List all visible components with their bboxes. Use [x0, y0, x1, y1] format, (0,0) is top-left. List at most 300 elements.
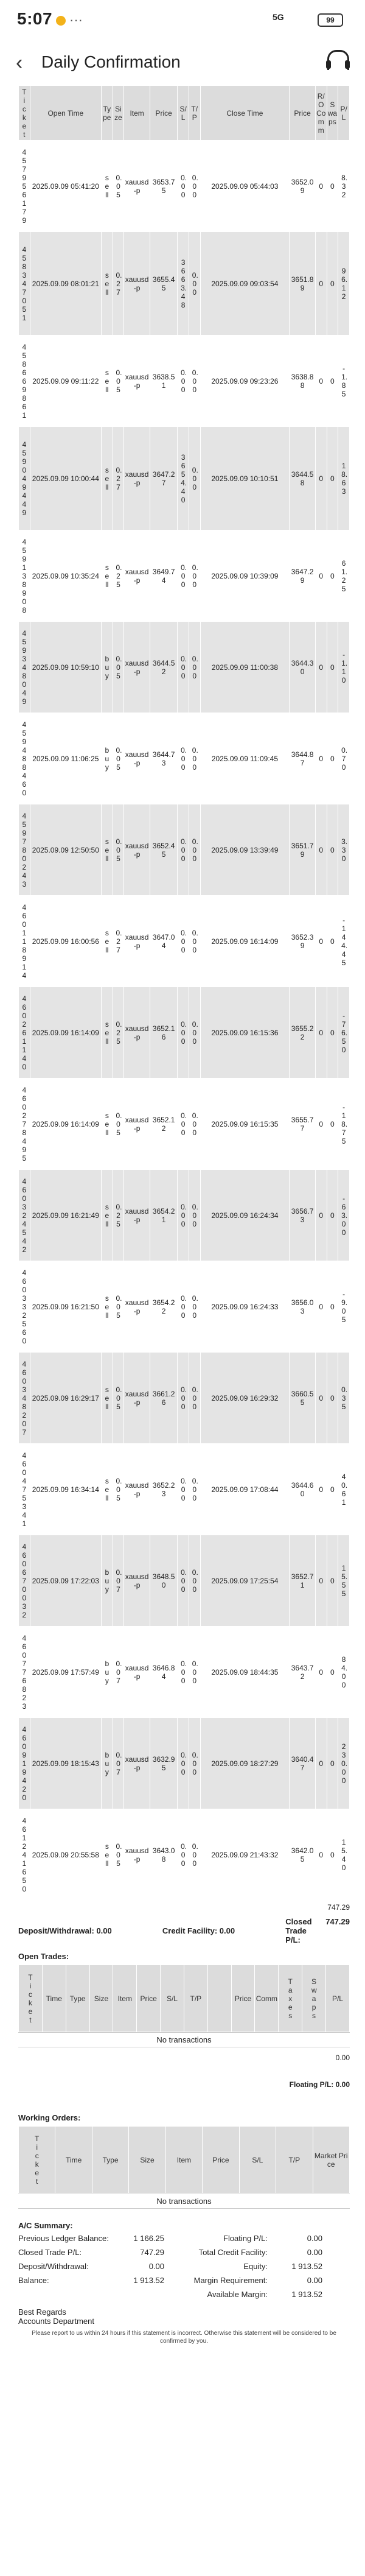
cell-ticket: 460348207	[19, 1353, 30, 1444]
cell-item: xauusd-p	[124, 1718, 150, 1809]
col-ticket: Ticket	[19, 86, 30, 141]
cell-size: 0.07	[113, 1535, 124, 1627]
cell-item: xauusd-p	[124, 622, 150, 713]
cell-tp: 0.00	[189, 1627, 200, 1718]
ac-summary-cell: Total Credit Facility:	[198, 2248, 268, 2257]
cell-comm: 0	[315, 1079, 327, 1170]
cell-size: 0.25	[113, 1170, 124, 1261]
cell-item: xauusd-p	[124, 232, 150, 336]
cell-swap: 0	[327, 1353, 338, 1444]
cell-cprice: 3651.89	[290, 232, 316, 336]
ac-summary-cell: 1 913.52	[291, 2262, 322, 2271]
cell-sl: 3654.40	[178, 427, 189, 530]
cell-close: 2025.09.09 16:14:09	[200, 896, 290, 987]
footer-note: Please report to us within 24 hours if this statement is incorrect. Otherwise this statement will be considered to be confirmed by you.	[32, 2330, 336, 2345]
cell-close: 2025.09.09 09:03:54	[200, 232, 290, 336]
cell-size: 0.25	[113, 987, 124, 1079]
support-headset-icon[interactable]	[327, 50, 349, 70]
cell-comm: 0	[315, 1809, 327, 1901]
cell-tp: 0.00	[189, 804, 200, 896]
table-row	[19, 1170, 350, 1261]
cell-sl: 0.00	[178, 141, 189, 232]
cell-tp: 0.00	[189, 530, 200, 622]
open-col-5: Price	[137, 1965, 161, 2032]
cell-type: sell	[101, 141, 113, 232]
table-row	[19, 622, 350, 713]
working-orders-table	[18, 2126, 350, 2194]
cell-swap: 0	[327, 530, 338, 622]
cell-close: 2025.09.09 21:43:32	[200, 1809, 290, 1901]
cell-open: 2025.09.09 16:21:49	[30, 1170, 101, 1261]
cell-cprice: 3644.60	[290, 1444, 316, 1535]
cell-pl: -18.75	[338, 1079, 350, 1170]
work-col-1: Time	[55, 2127, 92, 2194]
cell-item: xauusd-p	[124, 1079, 150, 1170]
open-col-13: P/L	[325, 1965, 349, 2032]
cell-close: 2025.09.09 18:44:35	[200, 1627, 290, 1718]
cell-comm: 0	[315, 232, 327, 336]
weather-icon	[56, 16, 66, 26]
table-row	[19, 1718, 350, 1809]
cell-sl: 0.00	[178, 622, 189, 713]
cell-pl: -1.85	[338, 336, 350, 427]
cell-size: 0.05	[113, 1261, 124, 1353]
col-open-time: Open Time	[30, 86, 101, 141]
cell-item: xauusd-p	[124, 1353, 150, 1444]
work-col-0: Ticket	[19, 2127, 55, 2194]
cell-tp: 0.00	[189, 1718, 200, 1809]
cell-comm: 0	[315, 530, 327, 622]
cell-pl: 84.00	[338, 1627, 350, 1718]
work-col-4: Item	[165, 2127, 202, 2194]
work-col-2: Type	[92, 2127, 128, 2194]
more-notifications-icon: ···	[69, 12, 83, 27]
cell-type: sell	[101, 896, 113, 987]
cell-ticket: 460332560	[19, 1261, 30, 1353]
table-row	[19, 427, 350, 530]
col-close-time: Close Time	[200, 86, 290, 141]
cell-open: 2025.09.09 11:06:25	[30, 713, 101, 804]
cell-size: 0.05	[113, 1809, 124, 1901]
ac-summary-cell: Available Margin:	[207, 2290, 268, 2299]
cell-type: sell	[101, 1353, 113, 1444]
cell-swap: 0	[327, 804, 338, 896]
table-row	[19, 1079, 350, 1170]
cell-price: 3646.84	[150, 1627, 177, 1718]
battery-icon: 99	[318, 13, 343, 27]
open-col-8	[207, 1965, 231, 2032]
cell-type: sell	[101, 1079, 113, 1170]
cell-price: 3654.22	[150, 1261, 177, 1353]
cell-pl: -144.45	[338, 896, 350, 987]
cell-type: buy	[101, 1718, 113, 1809]
cell-price: 3643.08	[150, 1809, 177, 1901]
cell-pl: 0.70	[338, 713, 350, 804]
work-col-3: Size	[129, 2127, 165, 2194]
open-col-1: Time	[42, 1965, 66, 2032]
cell-open: 2025.09.09 16:34:14	[30, 1444, 101, 1535]
col-size: Size	[113, 86, 124, 141]
cell-size: 0.05	[113, 804, 124, 896]
cell-ticket: 460118914	[19, 896, 30, 987]
cell-comm: 0	[315, 427, 327, 530]
ac-summary-title: A/C Summary:	[18, 2221, 73, 2230]
cell-comm: 0	[315, 336, 327, 427]
ac-summary-cell: Floating P/L:	[223, 2234, 268, 2243]
cell-size: 0.05	[113, 1079, 124, 1170]
table-row	[19, 232, 350, 336]
col-type: Type	[101, 86, 113, 141]
cell-ticket: 458669861	[19, 336, 30, 427]
cell-comm: 0	[315, 804, 327, 896]
col-sl: S/L	[178, 86, 189, 141]
cell-type: sell	[101, 1444, 113, 1535]
cell-sl: 0.00	[178, 1170, 189, 1261]
cell-price: 3652.45	[150, 804, 177, 896]
work-col-8: Market Price	[313, 2127, 350, 2194]
cell-ticket: 459348049	[19, 622, 30, 713]
cell-swap: 0	[327, 141, 338, 232]
cell-comm: 0	[315, 1444, 327, 1535]
floating-pl: Floating P/L: 0.00	[289, 2080, 350, 2089]
cell-tp: 0.00	[189, 622, 200, 713]
work-col-7: T/P	[276, 2127, 313, 2194]
cell-sl: 0.00	[178, 1444, 189, 1535]
cell-size: 0.05	[113, 622, 124, 713]
cell-sl: 0.00	[178, 713, 189, 804]
cell-open: 2025.09.09 12:50:50	[30, 804, 101, 896]
cell-price: 3652.16	[150, 987, 177, 1079]
title-bar	[0, 44, 365, 80]
cell-close: 2025.09.09 18:27:29	[200, 1718, 290, 1809]
cell-sl: 0.00	[178, 1079, 189, 1170]
cell-open: 2025.09.09 16:29:17	[30, 1353, 101, 1444]
col-close-price: Price	[290, 86, 316, 141]
open-col-6: S/L	[161, 1965, 184, 2032]
cell-cprice: 3644.58	[290, 427, 316, 530]
work-col-6: S/L	[239, 2127, 276, 2194]
table-row	[19, 1444, 350, 1535]
cell-ticket: 461241650	[19, 1809, 30, 1901]
cell-pl: -1.10	[338, 622, 350, 713]
clock: 5:07	[17, 9, 53, 28]
cell-swap: 0	[327, 336, 338, 427]
cell-size: 0.07	[113, 1718, 124, 1809]
cell-size: 0.27	[113, 427, 124, 530]
cell-swap: 0	[327, 1261, 338, 1353]
cell-tp: 0.00	[189, 141, 200, 232]
open-col-2: Type	[66, 1965, 89, 2032]
cell-price: 3653.75	[150, 141, 177, 232]
cell-close: 2025.09.09 13:39:49	[200, 804, 290, 896]
cell-tp: 0.00	[189, 1444, 200, 1535]
ac-summary-cell: 0.00	[307, 2276, 322, 2285]
cell-close: 2025.09.09 10:39:09	[200, 530, 290, 622]
cell-close: 2025.09.09 09:23:26	[200, 336, 290, 427]
col-item: Item	[124, 86, 150, 141]
col-pl: P/L	[338, 86, 350, 141]
open-trades-table	[18, 1965, 350, 2032]
cell-close: 2025.09.09 16:24:33	[200, 1261, 290, 1353]
cell-tp: 0.00	[189, 1809, 200, 1901]
cell-open: 2025.09.09 17:22:03	[30, 1535, 101, 1627]
page-title: Daily Confirmation	[41, 52, 181, 71]
cell-type: sell	[101, 1809, 113, 1901]
cell-sl: 0.00	[178, 1809, 189, 1901]
cell-tp: 0.00	[189, 1353, 200, 1444]
cell-type: sell	[101, 1170, 113, 1261]
cell-comm: 0	[315, 1353, 327, 1444]
cell-ticket: 459138908	[19, 530, 30, 622]
cell-item: xauusd-p	[124, 1627, 150, 1718]
cell-size: 0.27	[113, 896, 124, 987]
cell-open: 2025.09.09 16:21:50	[30, 1261, 101, 1353]
cell-swap: 0	[327, 622, 338, 713]
back-icon[interactable]: ‹	[16, 51, 23, 74]
cell-type: buy	[101, 1535, 113, 1627]
table-row	[19, 896, 350, 987]
ac-summary-cell: 0.00	[307, 2248, 322, 2257]
cell-item: xauusd-p	[124, 427, 150, 530]
cell-ticket: 460670032	[19, 1535, 30, 1627]
table-row	[19, 804, 350, 896]
credit-facility: Credit Facility: 0.00	[162, 1926, 235, 1935]
cell-sl: 0.00	[178, 987, 189, 1079]
cell-tp: 0.00	[189, 1535, 200, 1627]
cell-sl: 0.00	[178, 530, 189, 622]
cell-item: xauusd-p	[124, 713, 150, 804]
cell-tp: 0.00	[189, 1261, 200, 1353]
col-comm: R/O Comm	[315, 86, 327, 141]
cell-sl: 0.00	[178, 1627, 189, 1718]
cell-ticket: 459049449	[19, 427, 30, 530]
open-col-10: Comm	[255, 1965, 279, 2032]
open-trades-title: Open Trades:	[18, 1952, 69, 1961]
cell-cprice: 3642.05	[290, 1809, 316, 1901]
cell-size: 0.27	[113, 232, 124, 336]
cell-sl: 0.00	[178, 336, 189, 427]
cell-close: 2025.09.09 11:00:38	[200, 622, 290, 713]
table-row	[19, 713, 350, 804]
cell-open: 2025.09.09 10:59:10	[30, 622, 101, 713]
table-row	[19, 530, 350, 622]
cell-ticket: 459780243	[19, 804, 30, 896]
cell-cprice: 3655.77	[290, 1079, 316, 1170]
cell-type: sell	[101, 232, 113, 336]
cell-close: 2025.09.09 16:24:34	[200, 1170, 290, 1261]
cell-swap: 0	[327, 1809, 338, 1901]
cell-sl: 0.00	[178, 1535, 189, 1627]
cell-item: xauusd-p	[124, 336, 150, 427]
cell-cprice: 3652.71	[290, 1535, 316, 1627]
cell-swap: 0	[327, 987, 338, 1079]
cell-comm: 0	[315, 987, 327, 1079]
cell-cprice: 3656.73	[290, 1170, 316, 1261]
ac-summary-cell: 0.00	[307, 2234, 322, 2243]
open-col-11: Taxes	[279, 1965, 302, 2032]
working-orders-empty: No transactions	[18, 2194, 350, 2209]
cell-sl: 0.00	[178, 1718, 189, 1809]
table-row	[19, 1627, 350, 1718]
cell-cprice: 3652.09	[290, 141, 316, 232]
cell-swap: 0	[327, 232, 338, 336]
cell-open: 2025.09.09 16:00:56	[30, 896, 101, 987]
cell-type: sell	[101, 427, 113, 530]
cell-type: buy	[101, 1627, 113, 1718]
cell-open: 2025.09.09 09:11:22	[30, 336, 101, 427]
cell-swap: 0	[327, 1444, 338, 1535]
open-col-9: Price	[231, 1965, 255, 2032]
cell-price: 3647.04	[150, 896, 177, 987]
cell-swap: 0	[327, 1079, 338, 1170]
cell-type: sell	[101, 804, 113, 896]
cell-price: 3647.27	[150, 427, 177, 530]
cell-item: xauusd-p	[124, 1261, 150, 1353]
ac-summary-cell: 0.00	[148, 2262, 164, 2271]
cell-comm: 0	[315, 896, 327, 987]
statement-content	[18, 85, 350, 2345]
cell-item: xauusd-p	[124, 1170, 150, 1261]
cell-type: sell	[101, 1261, 113, 1353]
cell-price: 3648.50	[150, 1535, 177, 1627]
cell-open: 2025.09.09 16:14:09	[30, 987, 101, 1079]
ac-summary-cell: 1 913.52	[133, 2276, 164, 2285]
cell-price: 3649.74	[150, 530, 177, 622]
footer-regards: Best Regards	[18, 2307, 66, 2317]
cell-item: xauusd-p	[124, 1444, 150, 1535]
open-col-0: Ticket	[19, 1965, 43, 2032]
cell-swap: 0	[327, 1535, 338, 1627]
cell-swap: 0	[327, 1718, 338, 1809]
cell-size: 0.05	[113, 336, 124, 427]
cell-close: 2025.09.09 05:44:03	[200, 141, 290, 232]
cell-price: 3652.12	[150, 1079, 177, 1170]
col-swaps: Swaps	[327, 86, 338, 141]
cell-comm: 0	[315, 1261, 327, 1353]
cell-swap: 0	[327, 713, 338, 804]
cell-item: xauusd-p	[124, 1535, 150, 1627]
working-orders-title: Working Orders:	[18, 2113, 81, 2122]
table-row	[19, 336, 350, 427]
footer	[18, 2307, 350, 2345]
ac-summary-cell	[109, 2290, 164, 2299]
cell-cprice: 3644.87	[290, 713, 316, 804]
cell-pl: 0.35	[338, 1353, 350, 1444]
cell-cprice: 3638.88	[290, 336, 316, 427]
closed-trade-value: 747.29	[325, 1916, 350, 1926]
ac-summary-cell: 1 913.52	[291, 2290, 322, 2299]
cell-close: 2025.09.09 16:15:36	[200, 987, 290, 1079]
table-row	[19, 141, 350, 232]
cell-pl: 18.63	[338, 427, 350, 530]
cell-comm: 0	[315, 1627, 327, 1718]
ac-summary-cell: 1 166.25	[133, 2234, 164, 2243]
cell-comm: 0	[315, 141, 327, 232]
ac-summary-cell: 747.29	[140, 2248, 164, 2257]
cell-price: 3652.23	[150, 1444, 177, 1535]
cell-item: xauusd-p	[124, 987, 150, 1079]
cell-cprice: 3655.22	[290, 987, 316, 1079]
cell-cprice: 3652.39	[290, 896, 316, 987]
cell-sl: 0.00	[178, 1261, 189, 1353]
cell-close: 2025.09.09 16:29:32	[200, 1353, 290, 1444]
cell-type: sell	[101, 530, 113, 622]
ac-summary-cell: Balance:	[18, 2276, 49, 2285]
summary-row	[18, 1915, 350, 1946]
cell-pl: 230.00	[338, 1718, 350, 1809]
cell-price: 3638.51	[150, 336, 177, 427]
cell-size: 0.05	[113, 713, 124, 804]
cell-sl: 3663.48	[178, 232, 189, 336]
cell-sl: 0.00	[178, 804, 189, 896]
cell-cprice: 3660.55	[290, 1353, 316, 1444]
cell-price: 3644.73	[150, 713, 177, 804]
cell-open: 2025.09.09 16:14:09	[30, 1079, 101, 1170]
ac-summary-cell: Closed Trade P/L:	[18, 2248, 82, 2257]
open-trades-empty: No transactions	[18, 2032, 350, 2047]
cell-size: 0.25	[113, 530, 124, 622]
ac-summary-cell: Equity:	[243, 2262, 268, 2271]
cell-tp: 0.00	[189, 1170, 200, 1261]
table-row	[19, 1809, 350, 1901]
cell-ticket: 460261140	[19, 987, 30, 1079]
cell-sl: 0.00	[178, 1353, 189, 1444]
cell-type: buy	[101, 622, 113, 713]
cell-cprice: 3644.30	[290, 622, 316, 713]
cell-close: 2025.09.09 17:08:44	[200, 1444, 290, 1535]
cell-open: 2025.09.09 17:57:49	[30, 1627, 101, 1718]
cell-item: xauusd-p	[124, 141, 150, 232]
cell-size: 0.07	[113, 1627, 124, 1718]
cell-cprice: 3651.79	[290, 804, 316, 896]
cell-open: 2025.09.09 08:01:21	[30, 232, 101, 336]
cell-cprice: 3647.29	[290, 530, 316, 622]
cell-open: 2025.09.09 05:41:20	[30, 141, 101, 232]
ac-summary-cell	[18, 2290, 109, 2299]
cell-tp: 0.00	[189, 232, 200, 336]
cell-comm: 0	[315, 1170, 327, 1261]
open-col-7: T/P	[184, 1965, 207, 2032]
col-tp: T/P	[189, 86, 200, 141]
closed-total-pl: 747.29	[327, 1903, 350, 1912]
cell-ticket: 457956179	[19, 141, 30, 232]
cell-pl: 15.40	[338, 1809, 350, 1901]
cell-tp: 0.00	[189, 427, 200, 530]
ac-summary-cell: Deposit/Withdrawal:	[18, 2262, 89, 2271]
cell-comm: 0	[315, 1718, 327, 1809]
deposit-withdrawal: Deposit/Withdrawal: 0.00	[18, 1926, 112, 1935]
cell-ticket: 460324542	[19, 1170, 30, 1261]
cell-ticket: 460278495	[19, 1079, 30, 1170]
cell-pl: 96.12	[338, 232, 350, 336]
table-row	[19, 987, 350, 1079]
cell-close: 2025.09.09 16:15:35	[200, 1079, 290, 1170]
cell-type: buy	[101, 713, 113, 804]
cell-comm: 0	[315, 622, 327, 713]
cell-ticket: 460776823	[19, 1627, 30, 1718]
cell-sl: 0.00	[178, 896, 189, 987]
cell-price: 3644.52	[150, 622, 177, 713]
cell-open: 2025.09.09 18:15:43	[30, 1718, 101, 1809]
open-col-3: Size	[89, 1965, 113, 2032]
cell-ticket: 458347051	[19, 232, 30, 336]
cell-pl: 61.25	[338, 530, 350, 622]
cell-ticket: 460475341	[19, 1444, 30, 1535]
cell-comm: 0	[315, 1535, 327, 1627]
open-trades-totals: 0.00	[335, 2053, 350, 2062]
cell-close: 2025.09.09 17:25:54	[200, 1535, 290, 1627]
cell-open: 2025.09.09 20:55:58	[30, 1809, 101, 1901]
